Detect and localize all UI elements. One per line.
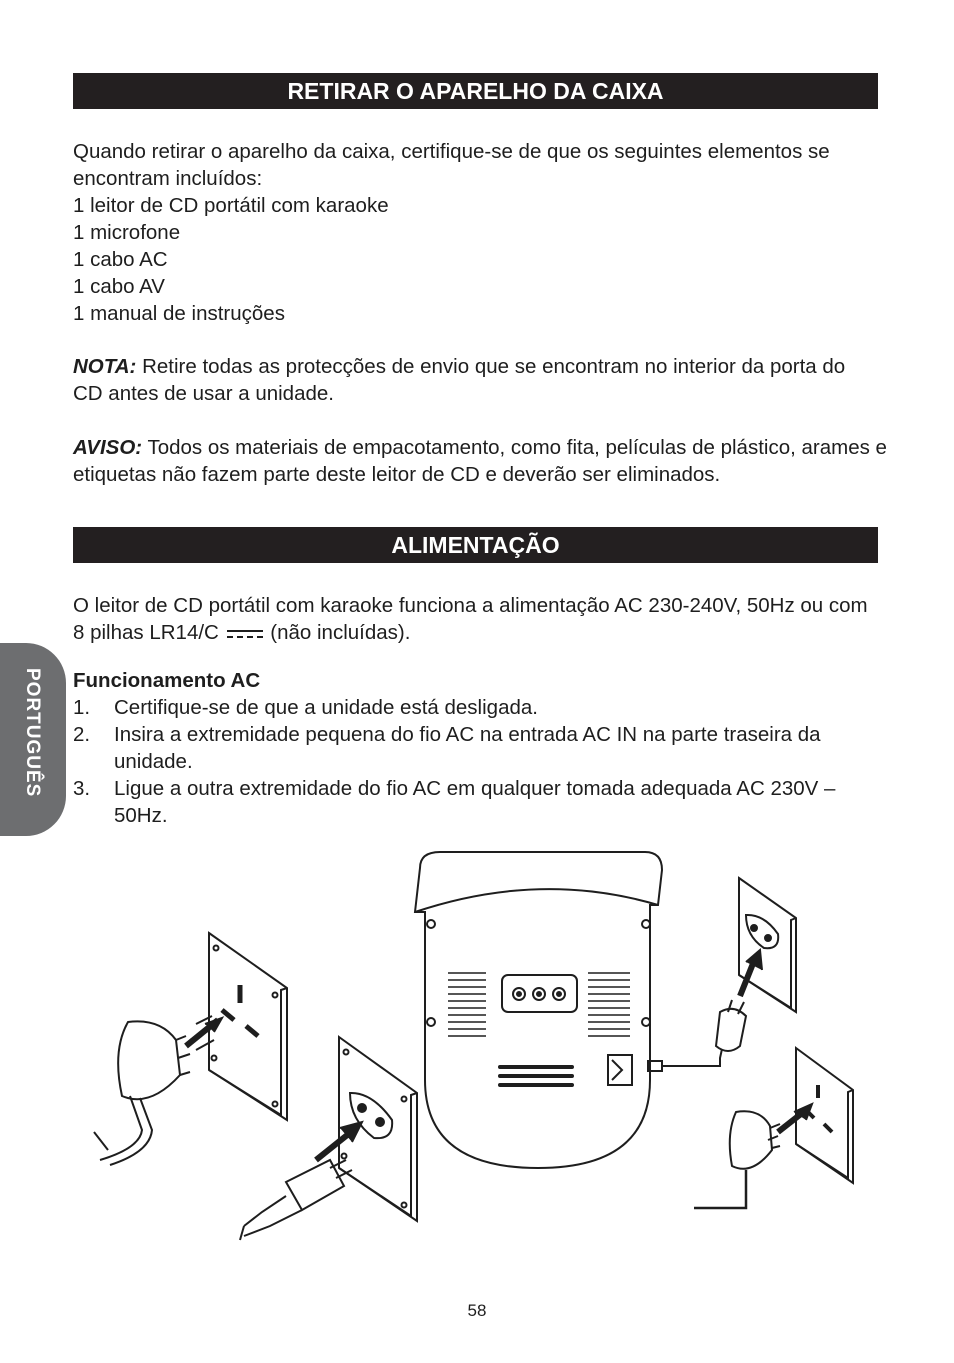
wall-socket-uk-right (694, 1048, 853, 1208)
list-item: 1 cabo AV (73, 275, 165, 298)
unpacking-intro: Quando retirar o aparelho da caixa, certifique-se de que os seguintes elementos se encontram incluídos: (73, 140, 830, 190)
wall-socket-two-pin-right (716, 878, 796, 1051)
uk-plug-left (94, 1016, 222, 1165)
power-text-1: O leitor de CD portátil com karaoke funciona a alimentação AC 230-240V, 50Hz ou com 8 pilhas LR14/C (73, 594, 868, 644)
euro-plug-middle (240, 1160, 352, 1240)
ac-operation-heading: Funcionamento AC (73, 669, 261, 692)
note-label: NOTA: (73, 355, 137, 378)
power-text-2: (não incluídas). (270, 621, 411, 644)
step-number: 3. (73, 777, 91, 800)
step-number: 2. (73, 723, 91, 746)
warning-label: AVISO: (73, 436, 143, 459)
step-text: Certifique-se de que a unidade está desligada. (114, 696, 538, 719)
section-header-power: ALIMENTAÇÃO (73, 527, 878, 563)
list-item: 1 cabo AC (73, 248, 168, 271)
step-number: 1. (73, 696, 91, 719)
list-item: 1 manual de instruções (73, 302, 285, 325)
note-text: Retire todas as protecções de envio que se encontram no interior da porta do CD antes de usar a unidade. (73, 355, 846, 405)
page-number: 58 (467, 1301, 487, 1320)
list-item: 1 leitor de CD portátil com karaoke (73, 194, 389, 217)
warning-text: Todos os materiais de empacotamento, como fita, películas de plástico, arames e etiquetas não fazem parte deste leitor de CD e deverão ser eliminados. (73, 436, 887, 486)
step-text: Ligue a outra extremidade do fio AC em qualquer tomada adequada AC 230V – 50Hz. (114, 777, 836, 827)
cd-player-back-illustration (415, 852, 724, 1168)
list-item: 1 microfone (73, 221, 181, 244)
wall-socket-uk-left (209, 933, 287, 1120)
language-tab-label: PORTUGUÊS (22, 668, 43, 798)
section-header-unpacking: RETIRAR O APARELHO DA CAIXA (73, 73, 878, 109)
step-text: Insira a extremidade pequena do fio AC na entrada AC IN na parte traseira da unidade. (114, 723, 821, 773)
